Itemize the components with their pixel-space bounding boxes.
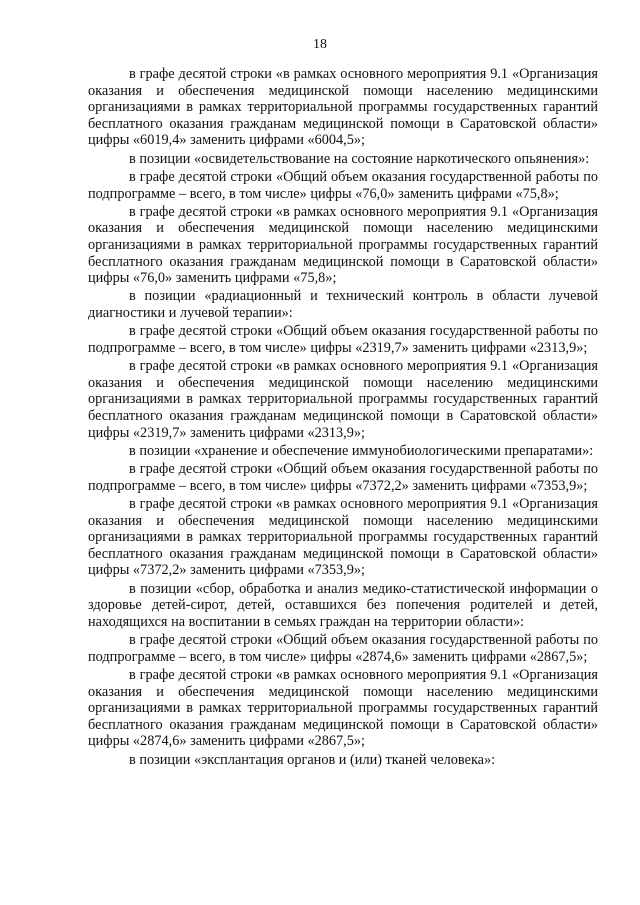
paragraph: в позиции «освидетельствование на состояние наркотического опьянения»: bbox=[129, 150, 590, 167]
paragraph: в графе десятой строки «в рамках основного мероприятия 9.1 «Организация оказания и обеспечения медицинской помощи населению медицинскими организациями в рамках территориальной программы государственных гарантий бесплатного оказания гражданам медицинской помощи в Саратовской области» цифры «7372,2» заменить цифрами «7353,9»; bbox=[88, 496, 598, 579]
paragraph: в графе десятой строки «в рамках основного мероприятия 9.1 «Организация оказания и обеспечения медицинской помощи населению медицинскими организациями в рамках территориальной программы государственных гарантий бесплатного оказания гражданам медицинской помощи в Саратовской области» цифры «76,0» заменить цифрами «75,8»; bbox=[88, 203, 598, 287]
document-body bbox=[88, 66, 598, 770]
page-number: 18 bbox=[313, 37, 327, 52]
paragraph: в графе десятой строки «Общий объем оказания государственной работы по подпрограмме – всего, в том числе» цифры «2319,7» заменить цифрами «2313,9»; bbox=[88, 323, 598, 356]
paragraph: в графе десятой строки «в рамках основного мероприятия 9.1 «Организация оказания и обеспечения медицинской помощи населению медицинскими организациями в рамках территориальной программы государственных гарантий бесплатного оказания гражданам медицинской помощи в Саратовской области» цифры «2874,6» заменить цифрами «2867,5»; bbox=[88, 667, 598, 750]
paragraph: в графе десятой строки «Общий объем оказания государственной работы по подпрограмме – всего, в том числе» цифры «76,0» заменить цифрами «75,8»; bbox=[88, 168, 598, 202]
paragraph: в позиции «радиационный и технический контроль в области лучевой диагностики и лучевой терапии»: bbox=[88, 288, 598, 322]
paragraph: в графе десятой строки «Общий объем оказания государственной работы по подпрограмме – всего, в том числе» цифры «2874,6» заменить цифрами «2867,5»; bbox=[88, 632, 598, 665]
paragraph: в позиции «хранение и обеспечение иммунобиологическими препаратами»: bbox=[129, 442, 594, 459]
paragraph: в позиции «эксплантация органов и (или) тканей человека»: bbox=[129, 751, 496, 768]
paragraph: в графе десятой строки «Общий объем оказания государственной работы по подпрограмме – всего, в том числе» цифры «7372,2» заменить цифрами «7353,9»; bbox=[88, 461, 598, 494]
paragraph: в графе десятой строки «в рамках основного мероприятия 9.1 «Организация оказания и обеспечения медицинской помощи населению медицинскими организациями в рамках территориальной программы государственных гарантий бесплатного оказания гражданам медицинской помощи в Саратовской области» цифры «6019,4» заменить цифрами «6004,5»; bbox=[88, 66, 598, 149]
paragraph: в графе десятой строки «в рамках основного мероприятия 9.1 «Организация оказания и обеспечения медицинской помощи населению медицинскими организациями в рамках территориальной программы государственных гарантий бесплатного оказания гражданам медицинской помощи в Саратовской области» цифры «2319,7» заменить цифрами «2313,9»; bbox=[88, 358, 598, 441]
paragraph: в позиции «сбор, обработка и анализ медико-статистической информации о здоровье детей-сирот, детей, оставшихся без попечения родителей и детей, находящихся на воспитании в семьях граждан на территории области»: bbox=[88, 580, 598, 630]
